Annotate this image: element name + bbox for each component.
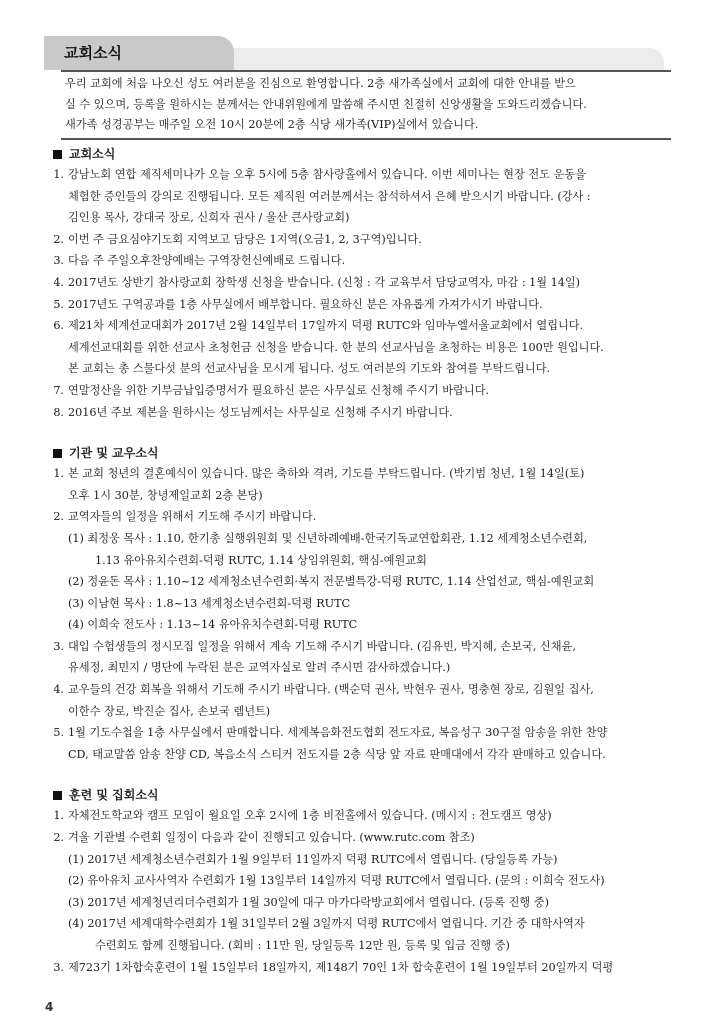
list-item: 5. 2017년도 구역공과를 1층 사무실에서 배부합니다. 필요하신 분은 자유롭게 가져가시기 바랍니다. [53, 297, 543, 311]
notices-content [46, 144, 680, 978]
sub-item: (1) 최정웅 목사 : 1.10, 한기총 실행위원회 및 신년하례예배-한국기독교연합회관, 1.12 세계청소년수련회, [68, 531, 588, 545]
list-item: 3. 대입 수험생들의 정시모집 일정을 위해서 계속 기도해 주시기 바랍니다. (김유빈, 박지혜, 손보국, 신채윤, [53, 639, 576, 653]
list-item-cont: 본 교회는 총 스물다섯 분의 선교사님을 모시게 됩니다. 성도 여러분의 기도와 참여를 부탁드립니다. [68, 362, 551, 376]
list-item: 2. 교역자들의 일정을 위해서 기도해 주시기 바랍니다. [53, 510, 317, 524]
welcome-box [61, 70, 671, 140]
sub-item: (4) 2017년 세계대학수련회가 1월 31일부터 2월 3일까지 덕평 RUTC에서 열립니다. 기간 중 대학사역자 [68, 917, 585, 931]
sub-item-cont: 1.13 유아유치수련회-덕평 RUTC, 1.14 상임위원회, 핵심-예원교회 [95, 553, 427, 567]
sub-item: (4) 이희숙 전도사 : 1.13~14 유아유치수련회-덕평 RUTC [68, 618, 358, 632]
list-item: 7. 연말정산을 위한 기부금납입증명서가 필요하신 분은 사무실로 신청해 주시기 바랍니다. [53, 383, 490, 397]
sub-item: (2) 정윤돈 목사 : 1.10~12 세계청소년수련회·복지 전문별특강-덕평 RUTC, 1.14 산업선교, 핵심-예원교회 [68, 575, 595, 589]
sub-item-cont: 수련회도 함께 진행됩니다. (회비 : 11만 원, 당일등록 12만 원, 등록 및 입금 진행 중) [95, 939, 510, 952]
square-bullet-icon [53, 150, 62, 159]
list-item: 3. 제723기 1차합숙훈련이 1월 15일부터 18일까지, 제148기 70인 1차 합숙훈련이 1월 19일부터 20일까지 덕평 [53, 960, 614, 974]
welcome-line: 새가족 성경공부는 매주일 오전 10시 20분에 2층 식당 새가족(VIP)실에서 있습니다. [65, 118, 479, 131]
welcome-line: 우리 교회에 처음 나오신 성도 여러분을 진심으로 환영합니다. 2층 새가족실에서 교회에 대한 안내를 받으 [65, 77, 576, 90]
section-header-band [44, 36, 664, 70]
list-item: 3. 다음 주 주일오후찬양예배는 구역장헌신예배로 드립니다. [53, 254, 346, 268]
list-item: 5. 1월 기도수첩을 1층 사무실에서 판매합니다. 세계복음화전도협회 전도자료, 복음성구 30구절 암송을 위한 찬양 [53, 726, 608, 740]
section-title: 교회소식 [46, 144, 680, 164]
page-title: 교회소식 [64, 44, 122, 62]
list-item-cont: 세계선교대회를 위한 선교사 초청헌금 신청을 받습니다. 한 분의 선교사님을 초청하는 비용은 100만 원입니다. [68, 340, 604, 354]
list-item: 1. 강남노회 연합 제직세미나가 오늘 오후 5시에 5층 참사랑홀에서 있습니다. 이번 세미나는 현장 전도 운동을 [53, 168, 586, 181]
list-item-cont: 유세정, 최민지 / 명단에 누락된 분은 교역자실로 알려 주시면 감사하겠습니다.) [68, 661, 451, 675]
list-item: 2. 이번 주 금요심야기도회 지역보고 담당은 1지역(오금1, 2, 3구역)입니다. [53, 232, 422, 246]
sub-item: (2) 유아유치 교사사역자 수련회가 1월 13일부터 14일까지 덕평 RUTC에서 열립니다. (문의 : 이희숙 전도사) [68, 874, 605, 888]
list-item-cont: 오후 1시 30분, 창녕제일교회 2층 본당) [68, 488, 263, 502]
list-item-cont: 체험한 증인들의 강의로 진행됩니다. 모든 제직원 여러분께서는 참석하셔서 은혜 받으시기 바랍니다. (강사 : [68, 189, 591, 203]
list-item-cont: 김인용 목사, 강대국 장로, 신희자 권사 / 울산 큰사랑교회) [68, 211, 350, 225]
sub-item: (3) 2017년 세계청년리더수련회가 1월 30일에 대구 마가다락방교회에서 열립니다. (등록 진행 중) [68, 895, 549, 909]
welcome-line: 실 수 있으며, 등록을 원하시는 분께서는 안내위원에게 말씀해 주시면 친절히 신앙생활을 도와드리겠습니다. [65, 97, 587, 111]
sub-item: (3) 이남현 목사 : 1.8~13 세계청소년수련회-덕평 RUTC [68, 596, 351, 610]
list-item: 1. 자체전도학교와 캠프 모임이 월요일 오후 2시에 1층 비전홀에서 있습니다. (메시지 : 전도캠프 영상) [53, 809, 552, 823]
list-item: 6. 제21차 세계선교대회가 2017년 2월 14일부터 17일까지 덕평 RUTC와 임마누엘서울교회에서 열립니다. [53, 319, 584, 333]
page-number: 4 [45, 1000, 54, 1014]
list-item-cont: 이한수 장로, 박진순 집사, 손보국 렘넌트) [68, 704, 271, 718]
section-title: 기관 및 교우소식 [46, 443, 680, 463]
section-church-news [46, 144, 680, 423]
list-item: 1. 본 교회 청년의 결혼예식이 있습니다. 많은 축하와 격려, 기도를 부탁드립니다. (박기범 청년, 1월 14일(토) [53, 467, 585, 481]
sub-item: (1) 2017년 세계청소년수련회가 1월 9일부터 11일까지 덕평 RUTC에서 열립니다. (당일등록 가능) [68, 852, 558, 866]
list-item: 2. 겨울 기관별 수련회 일정이 다음과 같이 진행되고 있습니다. (www.rutc.com 참조) [53, 831, 475, 845]
section-title: 훈련 및 집회소식 [46, 785, 680, 805]
square-bullet-icon [53, 449, 62, 458]
list-item: 8. 2016년 주보 제본을 원하시는 성도님께서는 사무실로 신청해 주시기 바랍니다. [53, 405, 453, 419]
list-item: 4. 2017년도 상반기 참사랑교회 장학생 신청을 받습니다. (신청 : 각 교육부서 담당교역자, 마감 : 1월 14일) [53, 275, 581, 289]
square-bullet-icon [53, 791, 62, 800]
section-org-news [46, 443, 680, 765]
list-item-cont: CD, 태교말씀 암송 찬양 CD, 복음소식 스티커 전도지를 2층 식당 앞 자료 판매대에서 각각 판매하고 있습니다. [68, 747, 606, 761]
section-training-news [46, 785, 680, 978]
list-item: 4. 교우들의 건강 회복을 위해서 기도해 주시기 바랍니다. (백순덕 권사, 박현우 권사, 명충현 장로, 김원일 집사, [53, 683, 594, 697]
